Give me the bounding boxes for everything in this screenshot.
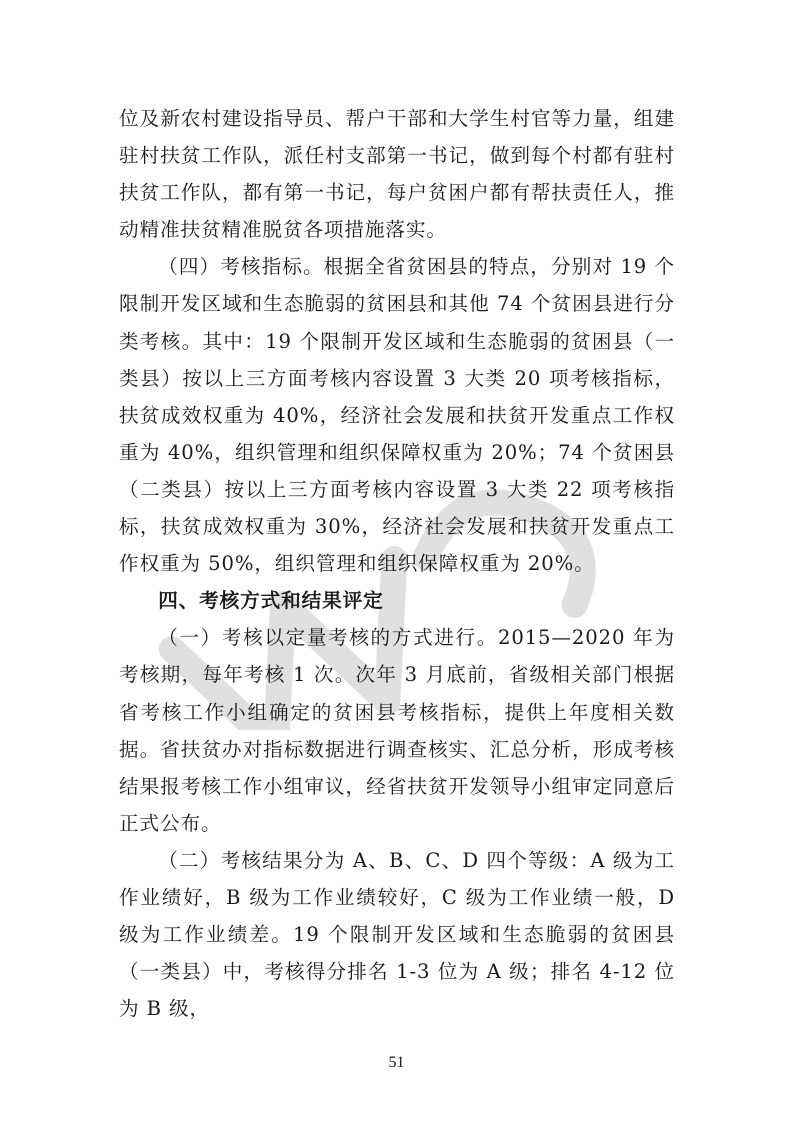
document-body <box>119 100 675 1027</box>
paragraph-assessment-method: （一）考核以定量考核的方式进行。2015—2020 年为考核期，每年考核 1 次。次年 3 月底前，省级相关部门根据省考核工作小组确定的贫困县考核指标，提供上年度相关数据。省扶贫办对指标数据进行调查核实、汇总分析，形成考核结果报考核工作小组审议，经省扶贫开发领导小组审定同意后正式公布。 <box>119 626 675 835</box>
paragraph-result-grades: （二）考核结果分为 A、B、C、D 四个等级：A 级为工作业绩好，B 级为工作业绩较好，C 级为工作业绩一般，D 级为工作业绩差。19 个限制开发区域和生态脆弱的贫困县（一类县）中，考核得分排名 1-3 位为 A 级；排名 4-12 位为 B 级， <box>119 848 675 1021</box>
page-number: 51 <box>388 1054 405 1071</box>
paragraph-continuation: 位及新农村建设指导员、帮户干部和大学生村官等力量，组建驻村扶贫工作队，派任村支部第一书记，做到每个村都有驻村扶贫工作队，都有第一书记，每户贫困户都有帮扶责任人，推动精准扶贫精准脱贫各项措施落实。 <box>119 107 675 242</box>
section-heading: 四、考核方式和结果评定 <box>158 589 384 613</box>
paragraph-assessment-indicators: （四）考核指标。根据全省贫困县的特点，分别对 19 个限制开发区域和生态脆弱的贫困县和其他 74 个贫困县进行分类考核。其中：19 个限制开发区域和生态脆弱的贫困县（一类县）按以上三方面考核内容设置 3 大类 20 项考核指标，扶贫成效权重为 40%，经济社会发展和扶贫开发重点工作权重为 40%，组织管理和组织保障权重为 20%；74 个贫困县（二类县）按以上三方面考核内容设置 3 大类 22 项考核指标，扶贫成效权重为 30%，经济社会发展和扶贫开发重点工作权重为 50%，组织管理和组织保障权重为 20%。 <box>119 255 675 576</box>
